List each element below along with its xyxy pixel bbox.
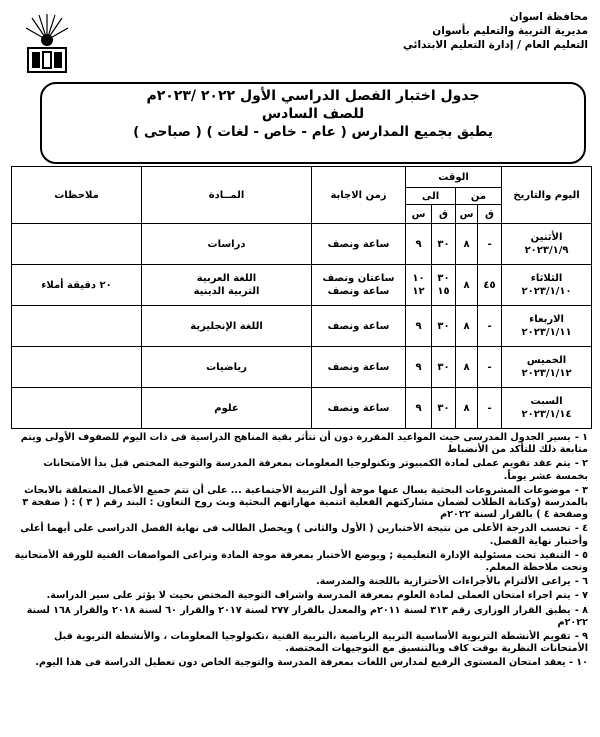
- to-q-cell: [432, 265, 456, 306]
- duration-cell: ساعة ونصف: [312, 306, 406, 347]
- issuer-header: [403, 10, 588, 52]
- note-number: ١ -: [574, 432, 588, 443]
- notes-list: [14, 432, 588, 672]
- note-text: يتم عقد تقويم عملى لمادة الكمبيوتر وتكنولوجيا المعلومات بمعرفة المدرسة والتوجية المختص قبل بدأ الأمتحانات بخمسة عشر يوماً.: [43, 458, 588, 482]
- day-date-cell: [502, 388, 592, 429]
- table-row: [12, 265, 592, 306]
- note-cell: [12, 347, 142, 388]
- to-q-cell: ٣٠: [432, 347, 456, 388]
- note-number: ٩ -: [574, 631, 588, 643]
- duration-cell: [312, 265, 406, 306]
- list-item: [14, 523, 588, 547]
- note-number: ٣ -: [574, 484, 588, 496]
- subject-cell: اللغة الإنجليزية: [142, 306, 312, 347]
- note-number: ٦ -: [574, 576, 588, 588]
- note-number: ٢ -: [574, 458, 588, 470]
- note-cell: [12, 306, 142, 347]
- header-time: الوقت: [406, 167, 502, 188]
- note-text: يطبق القرار الوزارى رقم ٣١٣ لسنة ٢٠١١م والمعدل بالقرار ٢٧٧ لسنة ٢٠١٧ والقرار ٦٠ لسنة ٢٠١٨ والقرار ١٦٨ لسنة ٢٠٢٢م: [26, 604, 588, 628]
- subject-2: التربية الدينية: [193, 286, 260, 297]
- day-name: الثلاثاء: [530, 273, 563, 284]
- note-number: ٨ -: [574, 604, 588, 616]
- schools-scope: يطبق بجميع المدارس ( عام - خاص - لغات ) ( صباحى ): [133, 124, 493, 140]
- list-item: [14, 550, 588, 574]
- exam-schedule-table: [11, 166, 592, 429]
- day-name: السبت: [530, 396, 563, 407]
- header-to-q: ق: [432, 205, 456, 224]
- from-s-cell: ٨: [456, 306, 478, 347]
- subject-cell: [142, 265, 312, 306]
- from-s-cell: ٨: [456, 224, 478, 265]
- title-box: [40, 82, 586, 164]
- to-s-cell: ٩: [406, 347, 432, 388]
- grade-label: للصف السادس: [261, 106, 365, 122]
- note-cell: [12, 388, 142, 429]
- header-from-q: ق: [478, 205, 502, 224]
- date: ٢٠٢٣/١/١٢: [521, 368, 572, 379]
- duration-cell: ساعة ونصف: [312, 388, 406, 429]
- from-q-cell: ٤٥: [478, 265, 502, 306]
- table-row: [12, 388, 592, 429]
- day-name: الاربعاء: [529, 314, 564, 325]
- day-name: الخميس: [526, 355, 567, 366]
- note-text: التنفيذ تحت مسئولية الإدارة التعليمية ; ويوضع الأختبار بمعرفة موجة المادة وتراعى المواصفات الفنية للورقة الأمتحانية وتحت ملاحظة المعلم.: [14, 549, 588, 574]
- directorate-label: مديرية التربية والتعليم بأسوان: [432, 25, 588, 37]
- header-notes: ملاحظات: [12, 167, 142, 224]
- list-item: [14, 458, 588, 482]
- aswan-emblem-logo: [22, 6, 72, 78]
- list-item: [14, 631, 588, 655]
- list-item: [14, 605, 588, 629]
- table-row: [12, 306, 592, 347]
- subject-cell: دراسات: [142, 224, 312, 265]
- note-cell: [12, 224, 142, 265]
- list-item: [14, 657, 588, 669]
- from-q-cell: -: [478, 347, 502, 388]
- day-date-cell: [502, 224, 592, 265]
- date: ٢٠٢٣/١/١٤: [521, 409, 572, 420]
- to-q-cell: ٣٠: [432, 306, 456, 347]
- header-day-date: اليوم والتاريخ: [502, 167, 592, 224]
- day-date-cell: [502, 347, 592, 388]
- from-s-cell: ٨: [456, 265, 478, 306]
- header-to: الى: [406, 188, 456, 205]
- note-text: يتم اجراء امتحان العملى لمادة العلوم بمعرفة المدرسة واشراف التوجية المختص بحيث لا يؤثر على سير الدراسة.: [46, 590, 571, 602]
- subject-cell: رياضيات: [142, 347, 312, 388]
- note-text: يعقد امتحان المستوى الرفيع لمدارس اللغات بمعرفة المدرسة والتوجية الخاص دون تعطيل الدراسة فى هذا اليوم.: [35, 657, 566, 669]
- to-s-cell: ٩: [406, 306, 432, 347]
- table-row: [12, 224, 592, 265]
- from-s-cell: ٨: [456, 388, 478, 429]
- to-s-2: ١٢: [412, 286, 425, 297]
- table-header-row: [12, 167, 592, 188]
- note-number: ٥ -: [574, 549, 588, 561]
- day-date-cell: [502, 306, 592, 347]
- header-to-s: س: [406, 205, 432, 224]
- date: ٢٠٢٣/١/١٠: [521, 286, 572, 297]
- to-s-1: ١٠: [412, 273, 425, 284]
- date: ٢٠٢٣/١/٩: [524, 245, 569, 256]
- duration-1: ساعتان ونصف: [322, 273, 395, 284]
- note-text: يراعى الألتزام بالأجراءات الأحترازية باللجنة والمدرسة.: [316, 576, 571, 588]
- department-label: التعليم العام / إدارة التعليم الابتدائي: [402, 39, 588, 51]
- list-item: [14, 590, 588, 602]
- list-item: [14, 485, 588, 522]
- header-duration: زمن الاجابة: [312, 167, 406, 224]
- note-number: ٧ -: [574, 590, 588, 602]
- to-q-2: ١٥: [437, 286, 450, 297]
- duration-2: ساعة ونصف: [327, 286, 390, 297]
- header-from: من: [456, 188, 502, 205]
- note-text: يسير الجدول المدرسى حيث المواعيد المقررة دون أن تتأثر بقية المناهج الدراسية فى ذات اليوم للصفوف الأولى ويتم متابعة ذلك للتأكد من الأنضباط: [20, 432, 588, 456]
- note-text: موضوعات المشروعات البحثية يسال عنها موجة أول التربية الأجتماعية ... على أن تتم جميع الأعمال المتعلقة بالابحاث بالمدرسة (وكتابة الطلاب لضمان مشاركتهم الفعلية اتنمية مهاراتهم البحثية وبث روح التعاون : البند رقم ( ٣ ) : ( صفحة ٣ وصفحة ٤ ) بالقرار لسنة ٢٠٢٢م: [22, 484, 588, 521]
- to-s-cell: ٩: [406, 224, 432, 265]
- to-s-cell: [406, 265, 432, 306]
- note-cell: ٢٠ دقيقة أملاء: [12, 265, 142, 306]
- date: ٢٠٢٣/١/١١: [521, 327, 572, 338]
- to-q-cell: ٣٠: [432, 224, 456, 265]
- to-q-1: ٣٠: [437, 273, 450, 284]
- note-text: تحسب الدرجة الأعلى من نتيجة الأختبارين ( الأول والثانى ) ويحصل الطالب فى نهاية الفصل الدراسى على أيهما أعلى وأختبار نهاية الفصل.: [20, 523, 588, 547]
- note-number: ١٠ -: [568, 657, 588, 669]
- note-number: ٤ -: [574, 523, 588, 535]
- duration-cell: ساعة ونصف: [312, 224, 406, 265]
- day-date-cell: [502, 265, 592, 306]
- subject-cell: علوم: [142, 388, 312, 429]
- day-name: الأثنين: [530, 232, 563, 243]
- list-item: [14, 432, 588, 456]
- table-row: [12, 347, 592, 388]
- to-q-cell: ٣٠: [432, 388, 456, 429]
- from-q-cell: -: [478, 388, 502, 429]
- subject-1: اللغة العربية: [196, 273, 257, 284]
- exam-title: جدول اختبار الفصل الدراسي الأول ٢٠٢٢ /٢٠٢٣م: [146, 88, 480, 104]
- note-text: تقويم الأنشطة التربوية الأساسية التربية الرياضية ،التربية الفنية ،تكنولوجيا المعلومات ، والأنشطة التربوية قبل الأمتحانات النظرية بوقت كاف وبالتنسيق مع التوجيهات المختصة.: [53, 631, 588, 655]
- list-item: [14, 576, 588, 588]
- header-from-s: س: [456, 205, 478, 224]
- from-s-cell: ٨: [456, 347, 478, 388]
- header-subject: المــادة: [142, 167, 312, 224]
- to-s-cell: ٩: [406, 388, 432, 429]
- governorate-label: محافظة اسوان: [509, 11, 588, 23]
- from-q-cell: -: [478, 224, 502, 265]
- duration-cell: ساعة ونصف: [312, 347, 406, 388]
- from-q-cell: -: [478, 306, 502, 347]
